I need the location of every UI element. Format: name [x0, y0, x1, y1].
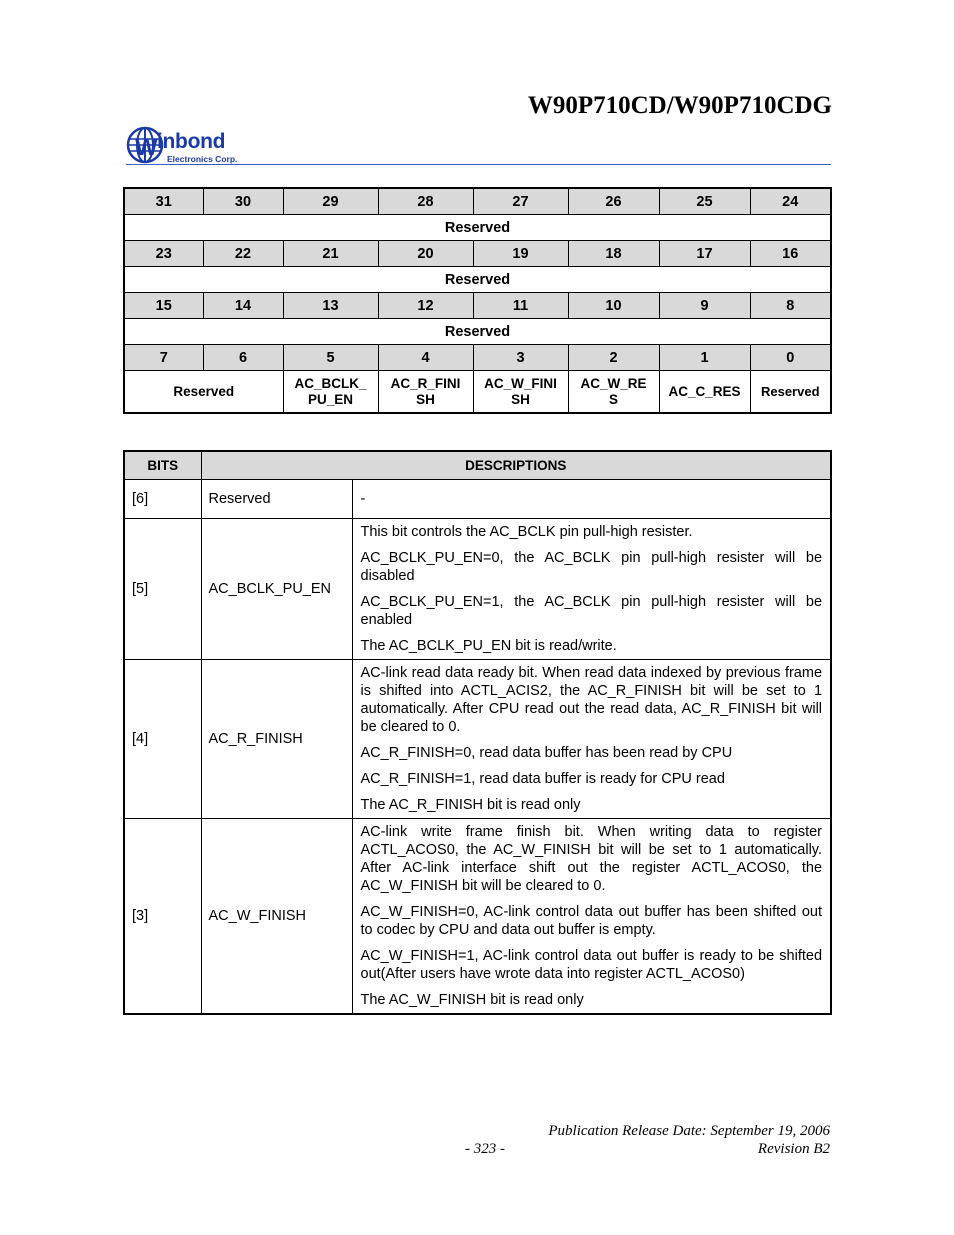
description-paragraph: AC_BCLK_PU_EN=0, the AC_BCLK pin pull-high resister will be disabled — [360, 550, 823, 584]
descriptions-header: DESCRIPTIONS — [201, 451, 831, 480]
field-name-row — [124, 371, 831, 414]
bit-number-cell: 8 — [750, 293, 831, 319]
description-paragraph: The AC_BCLK_PU_EN bit is read/write. — [360, 638, 617, 654]
reserved-cell: Reserved — [124, 319, 831, 345]
bit-number-cell: 24 — [750, 188, 831, 215]
revision: Revision B2 — [757, 1141, 830, 1157]
description-row — [124, 480, 831, 519]
field-name-cell: Reserved — [750, 371, 831, 414]
bit-number-cell: 27 — [473, 188, 568, 215]
logo-subtitle: Electronics Corp. — [167, 154, 238, 164]
description-paragraph: AC_R_FINISH=0, read data buffer has been read by CPU — [360, 745, 733, 761]
reserved-cell: Reserved — [124, 267, 831, 293]
bit-number-row — [124, 293, 831, 319]
bit-number-cell: 0 — [750, 345, 831, 371]
bit-number-cell: 5 — [283, 345, 378, 371]
bit-number-cell: 7 — [124, 345, 203, 371]
bit-number-cell: 31 — [124, 188, 203, 215]
bit-number-cell: 6 — [203, 345, 283, 371]
bit-number-cell: 25 — [659, 188, 750, 215]
description-cell — [352, 660, 831, 819]
field-name-cell: AC_R_FINI SH — [378, 371, 473, 414]
description-paragraph: AC-link write frame finish bit. When writing data to register ACTL_ACOS0, the AC_W_FINISH bit will be set to 1 automatically. After AC-link interface shift out the register ACTL_ACOS0, the AC_W_FINISH bit will be cleared to 0. — [360, 824, 823, 894]
field-name-cell: AC_BCLK_ PU_EN — [283, 371, 378, 414]
bits-cell: [3] — [124, 819, 201, 1015]
bit-number-cell: 11 — [473, 293, 568, 319]
description-paragraph: - — [360, 491, 366, 507]
bits-cell: [4] — [124, 660, 201, 819]
description-paragraph: The AC_W_FINISH bit is read only — [360, 992, 584, 1008]
bit-number-cell: 13 — [283, 293, 378, 319]
field-name-cell: AC_BCLK_PU_EN — [201, 519, 352, 660]
field-name-cell: AC_W_FINI SH — [473, 371, 568, 414]
document-title: W90P710CD/W90P710CDG — [527, 92, 832, 119]
description-paragraph: AC_BCLK_PU_EN=1, the AC_BCLK pin pull-high resister will be enabled — [360, 594, 823, 628]
bit-description-table — [123, 450, 832, 1015]
bit-number-cell: 26 — [568, 188, 659, 215]
logo-wordmark: inbond — [157, 130, 226, 153]
reserved-row — [124, 319, 831, 345]
bit-number-cell: 21 — [283, 241, 378, 267]
description-cell — [352, 519, 831, 660]
bit-number-cell: 10 — [568, 293, 659, 319]
description-row — [124, 660, 831, 819]
field-name-cell: Reserved — [201, 480, 352, 519]
description-paragraph: This bit controls the AC_BCLK pin pull-high resister. — [360, 524, 693, 540]
bits-cell: [6] — [124, 480, 201, 519]
bits-cell: [5] — [124, 519, 201, 660]
description-paragraph: AC_W_FINISH=1, AC-link control data out buffer is ready to be shifted out(After users have wrote data into register ACTL_ACOS0) — [360, 948, 823, 982]
bit-number-row — [124, 345, 831, 371]
bits-header: BITS — [124, 451, 201, 480]
reserved-cell: Reserved — [124, 215, 831, 241]
page-number: - 323 - — [465, 1141, 505, 1157]
register-bit-map-table — [123, 187, 832, 414]
bit-number-row — [124, 241, 831, 267]
bit-number-cell: 28 — [378, 188, 473, 215]
description-paragraph: AC_W_FINISH=0, AC-link control data out buffer has been shifted out to codec by CPU and data out buffer is empty. — [360, 904, 823, 938]
field-name-cell: AC_R_FINISH — [201, 660, 352, 819]
description-row — [124, 819, 831, 1015]
description-paragraph: AC-link read data ready bit. When read data indexed by previous frame is shifted into ACTL_ACIS2, the AC_R_FINISH bit will be set to 1 automatically. After CPU read out the read data, AC_R_FINISH bit will be cleared to 0. — [360, 665, 823, 735]
description-cell — [352, 819, 831, 1015]
description-cell — [352, 480, 831, 519]
bit-number-cell: 4 — [378, 345, 473, 371]
bit-number-cell: 29 — [283, 188, 378, 215]
bit-number-cell: 2 — [568, 345, 659, 371]
reserved-row — [124, 215, 831, 241]
bit-number-cell: 14 — [203, 293, 283, 319]
winbond-logo — [126, 125, 256, 167]
description-row — [124, 519, 831, 660]
bit-number-row — [124, 188, 831, 215]
bit-number-cell: 3 — [473, 345, 568, 371]
header-divider — [126, 164, 831, 165]
field-name-cell: AC_W_FINISH — [201, 819, 352, 1015]
bit-number-cell: 12 — [378, 293, 473, 319]
bit-number-cell: 9 — [659, 293, 750, 319]
field-name-cell: Reserved — [124, 371, 283, 414]
bit-number-cell: 16 — [750, 241, 831, 267]
bit-number-cell: 23 — [124, 241, 203, 267]
field-name-cell: AC_C_RES — [659, 371, 750, 414]
field-name-cell: AC_W_RE S — [568, 371, 659, 414]
publication-date: Publication Release Date: September 19, 2006 — [548, 1123, 830, 1139]
bit-number-cell: 18 — [568, 241, 659, 267]
svg-text:W: W — [135, 134, 158, 161]
bit-number-cell: 22 — [203, 241, 283, 267]
bit-number-cell: 20 — [378, 241, 473, 267]
bit-number-cell: 15 — [124, 293, 203, 319]
description-paragraph: The AC_R_FINISH bit is read only — [360, 797, 581, 813]
bit-number-cell: 1 — [659, 345, 750, 371]
bit-number-cell: 30 — [203, 188, 283, 215]
bit-number-cell: 19 — [473, 241, 568, 267]
bit-number-cell: 17 — [659, 241, 750, 267]
description-paragraph: AC_R_FINISH=1, read data buffer is ready for CPU read — [360, 771, 725, 787]
reserved-row — [124, 267, 831, 293]
